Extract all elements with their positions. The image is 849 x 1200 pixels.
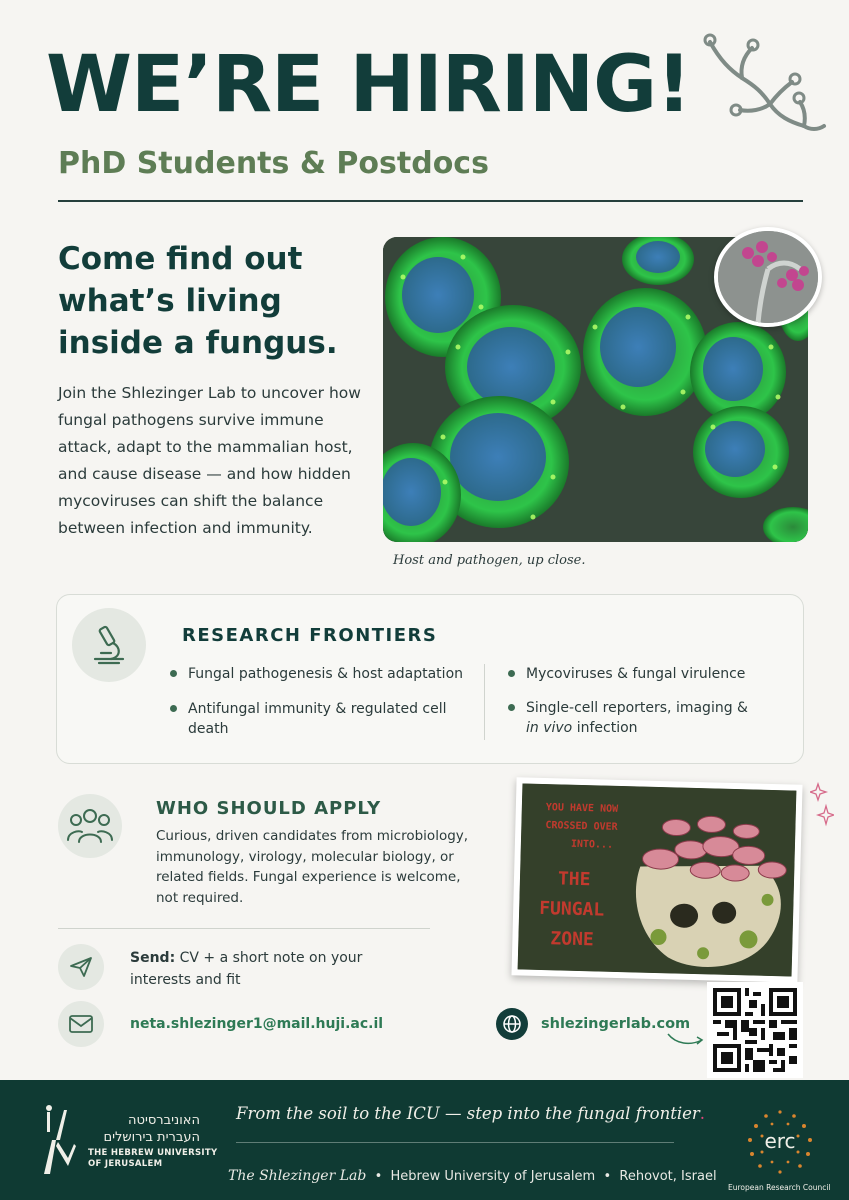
research-item-text: Single-cell reporters, imaging & — [526, 700, 748, 716]
research-divider — [484, 664, 485, 740]
poster-text: FUNGAL — [538, 897, 605, 921]
poster-text: YOU HAVE NOW — [545, 802, 619, 815]
poster-text: ZONE — [550, 928, 595, 951]
send-label: Send: — [130, 950, 176, 966]
section-divider — [58, 928, 430, 929]
footer-location: Rehovot, Israel — [619, 1169, 717, 1184]
huji-wordmark — [88, 1112, 217, 1170]
tagline-dot: . — [699, 1104, 706, 1123]
who-should-apply-title: WHO SHOULD APPLY — [156, 798, 382, 819]
research-item: Fungal pathogenesis & host adaptation — [170, 664, 470, 684]
poster-text: THE — [557, 868, 591, 891]
mail-icon — [58, 1001, 104, 1047]
tagline-text: From the soil to the ICU — step into the fungal frontier — [236, 1104, 700, 1123]
page-title: WE’RE HIRING! — [46, 40, 691, 130]
send-icon — [58, 944, 104, 990]
sparkle-icon — [810, 782, 834, 828]
huji-hebrew-1: האוניברסיטה — [128, 1113, 200, 1128]
poster-text: CROSSED OVER — [545, 820, 618, 833]
image-caption: Host and pathogen, up close. — [393, 553, 586, 568]
fungal-zone-poster — [511, 777, 802, 982]
send-text: CV + a short note on your interests and fit — [130, 950, 363, 988]
footer-tagline — [236, 1104, 705, 1123]
research-item-tail: infection — [572, 720, 638, 736]
poster-text: INTO... — [570, 838, 614, 851]
footer-divider — [236, 1142, 674, 1143]
huji-english-1: THE HEBREW UNIVERSITY — [88, 1148, 218, 1158]
intro-paragraph: Join the Shlezinger Lab to uncover how fungal pathogens survive immune attack, adapt to the mammalian host, and cause disease — and how hidden mycoviruses can shift the balance between infection and immunity. — [58, 384, 361, 537]
footer-lab: The Shlezinger Lab — [228, 1168, 367, 1184]
research-item — [508, 698, 788, 738]
huji-logo-icon — [34, 1100, 78, 1174]
huji-english-2: OF JERUSALEM — [88, 1159, 163, 1169]
people-icon — [58, 794, 122, 858]
header-divider — [58, 200, 803, 202]
erc-logo-icon — [738, 1104, 822, 1180]
footer-university: Hebrew University of Jerusalem — [390, 1169, 596, 1184]
huji-hebrew-2: העברית בירושלים — [103, 1130, 200, 1145]
research-item-emphasis: in vivo — [526, 720, 573, 736]
fungus-inset-image — [714, 227, 822, 327]
erc-name: European Research Council — [728, 1183, 831, 1192]
research-item: Antifungal immunity & regulated cell death — [170, 699, 470, 739]
email-link[interactable]: neta.shlezinger1@mail.huji.ac.il — [130, 1016, 384, 1032]
send-instructions — [130, 947, 390, 991]
footer-credit — [228, 1168, 717, 1184]
microscope-icon — [72, 608, 146, 682]
page-subtitle: PhD Students & Postdocs — [58, 146, 489, 181]
who-should-apply-text: Curious, driven candidates from microbiology, immunology, virology, molecular biology, or related fields. Fungal experience is welcome, not required. — [156, 828, 469, 906]
footer-sep: • — [603, 1169, 612, 1184]
intro-heading: Come find out what’s living inside a fungus. — [58, 241, 338, 361]
erc-mark: erc — [764, 1129, 796, 1153]
globe-icon — [496, 1008, 528, 1040]
qr-code-icon[interactable] — [707, 982, 803, 1078]
website-link[interactable]: shlezingerlab.com — [541, 1016, 691, 1032]
hypha-icon — [700, 30, 830, 140]
arrow-icon — [666, 1030, 706, 1048]
research-item: Mycoviruses & fungal virulence — [508, 664, 788, 684]
footer-sep: • — [374, 1169, 383, 1184]
research-frontiers-title: RESEARCH FRONTIERS — [182, 625, 438, 646]
